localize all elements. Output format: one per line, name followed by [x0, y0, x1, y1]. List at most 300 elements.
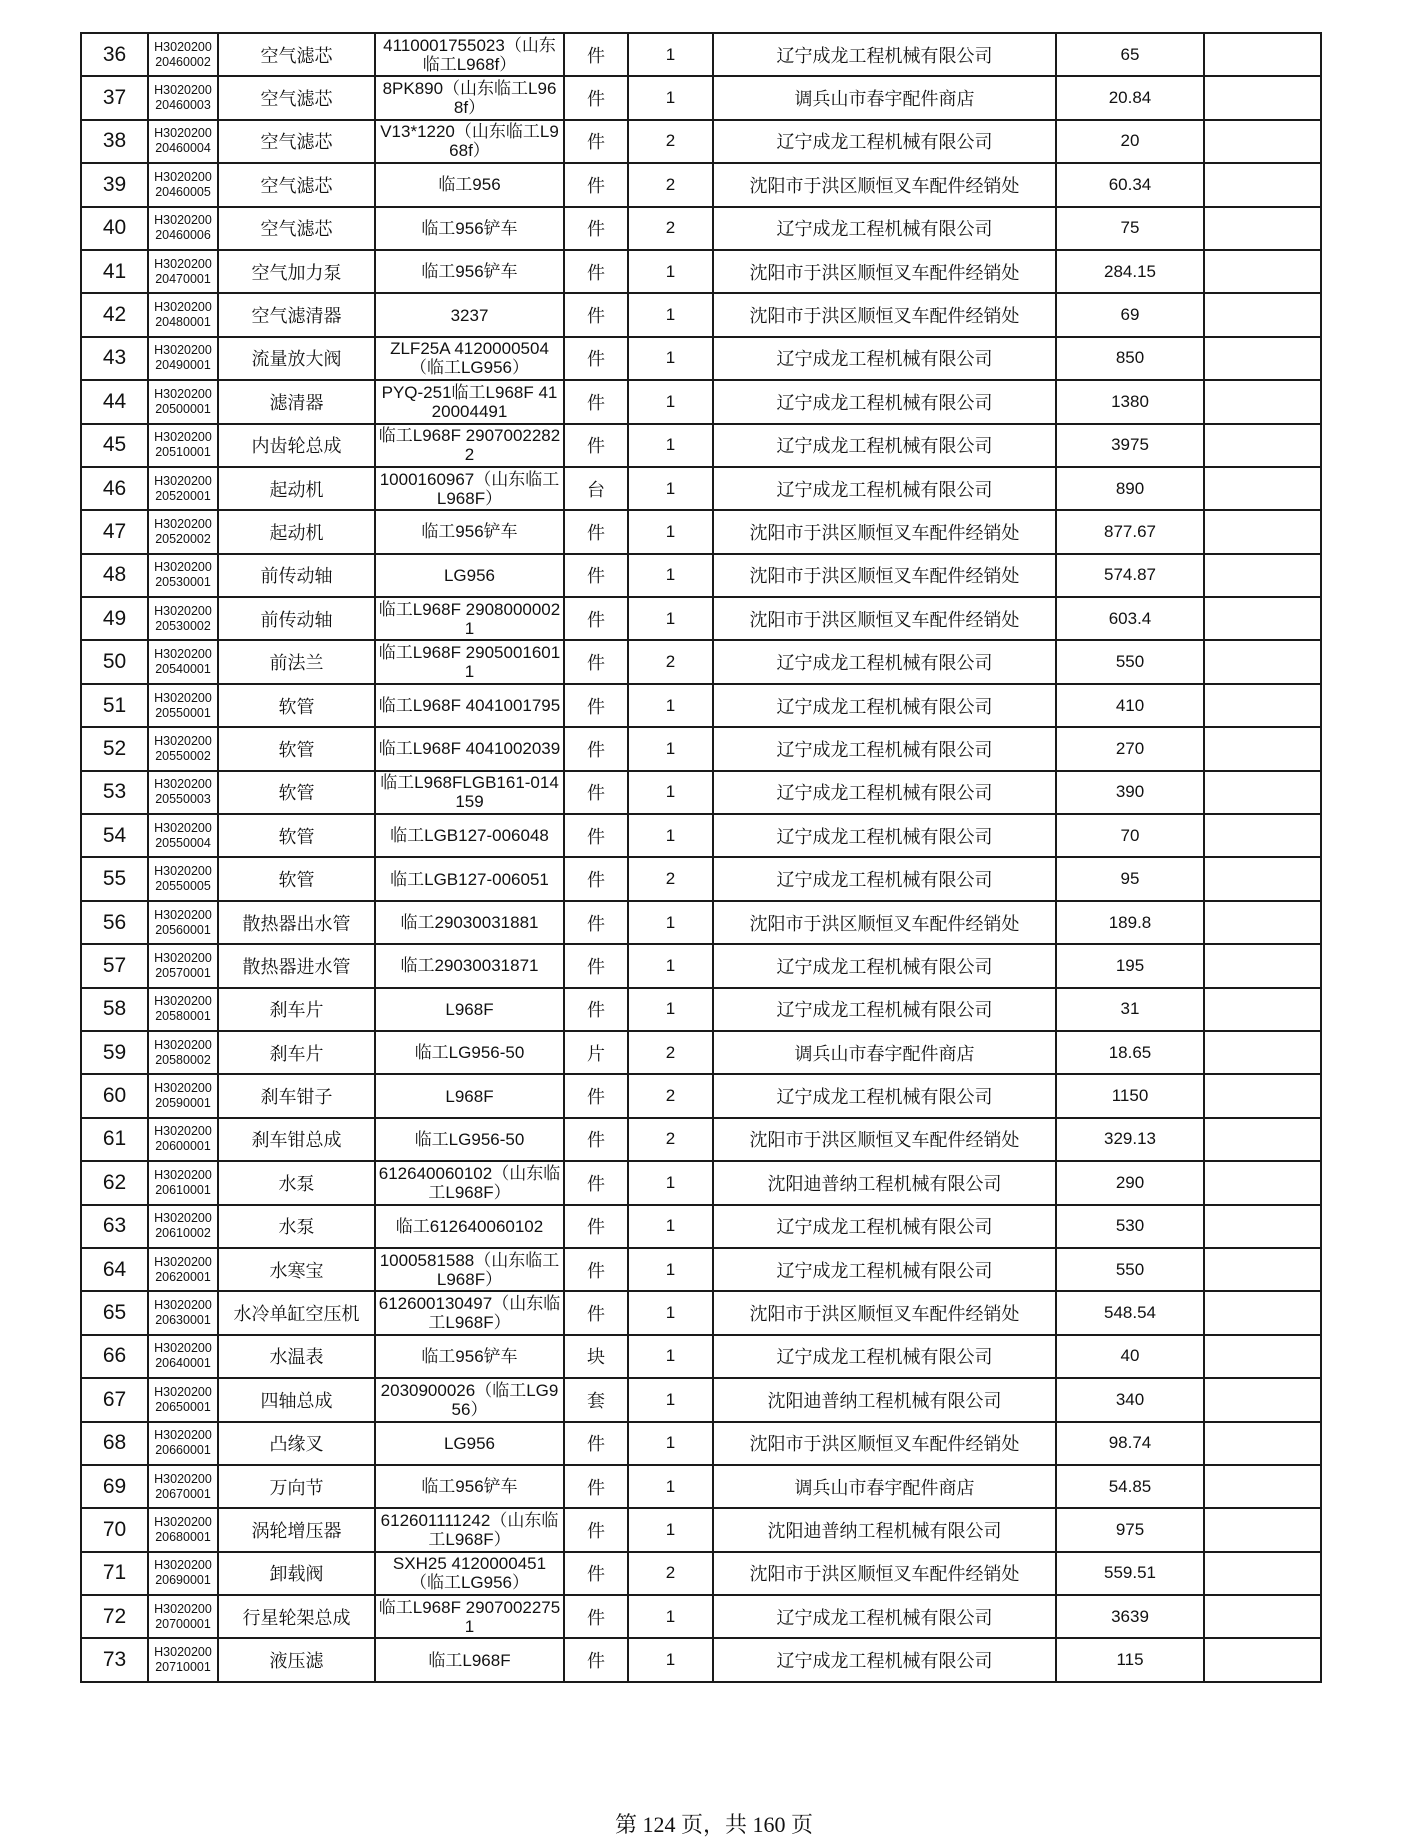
- material-code-cell: H302020020550002: [148, 727, 218, 770]
- part-name-cell: 软管: [218, 684, 375, 727]
- material-code-cell: H302020020530001: [148, 554, 218, 597]
- supplier-cell: 沈阳市于洪区顺恒叉车配件经销处: [713, 1422, 1056, 1465]
- quantity-cell: 1: [628, 684, 713, 727]
- unit-price-cell: 20: [1056, 120, 1204, 163]
- remark-cell: [1204, 76, 1321, 119]
- table-row: [81, 1291, 1321, 1334]
- part-spec-cell: 4110001755023（山东临工L968f）: [375, 33, 564, 76]
- remark-cell: [1204, 727, 1321, 770]
- unit-cell: 件: [564, 1205, 628, 1248]
- remark-cell: [1204, 510, 1321, 553]
- remark-cell: [1204, 1638, 1321, 1681]
- unit-price-cell: 70: [1056, 814, 1204, 857]
- quantity-cell: 1: [628, 510, 713, 553]
- supplier-cell: 辽宁成龙工程机械有限公司: [713, 207, 1056, 250]
- table-row: [81, 727, 1321, 770]
- quantity-cell: 2: [628, 1552, 713, 1595]
- part-name-cell: 水寒宝: [218, 1248, 375, 1291]
- unit-cell: 件: [564, 684, 628, 727]
- material-code-cell: H302020020470001: [148, 250, 218, 293]
- material-code-cell: H302020020550003: [148, 771, 218, 814]
- supplier-cell: 沈阳市于洪区顺恒叉车配件经销处: [713, 293, 1056, 336]
- row-number-cell: 48: [81, 554, 148, 597]
- unit-cell: 件: [564, 944, 628, 987]
- material-code-cell: H302020020560001: [148, 901, 218, 944]
- unit-cell: 件: [564, 1291, 628, 1334]
- supplier-cell: 调兵山市春宇配件商店: [713, 76, 1056, 119]
- table-row: [81, 337, 1321, 380]
- part-spec-cell: LG956: [375, 554, 564, 597]
- table-row: [81, 467, 1321, 510]
- material-code-cell: H302020020680001: [148, 1508, 218, 1551]
- remark-cell: [1204, 901, 1321, 944]
- row-number-cell: 53: [81, 771, 148, 814]
- table-row: [81, 857, 1321, 900]
- row-number-cell: 55: [81, 857, 148, 900]
- part-name-cell: 散热器出水管: [218, 901, 375, 944]
- unit-cell: 件: [564, 1552, 628, 1595]
- remark-cell: [1204, 380, 1321, 423]
- quantity-cell: 1: [628, 250, 713, 293]
- quantity-cell: 1: [628, 814, 713, 857]
- quantity-cell: 1: [628, 337, 713, 380]
- unit-price-cell: 60.34: [1056, 163, 1204, 206]
- row-number-cell: 68: [81, 1422, 148, 1465]
- remark-cell: [1204, 250, 1321, 293]
- supplier-cell: 沈阳市于洪区顺恒叉车配件经销处: [713, 1552, 1056, 1595]
- unit-cell: 件: [564, 1638, 628, 1681]
- table-row: [81, 293, 1321, 336]
- remark-cell: [1204, 424, 1321, 467]
- remark-cell: [1204, 814, 1321, 857]
- part-name-cell: 流量放大阀: [218, 337, 375, 380]
- part-name-cell: 空气滤芯: [218, 76, 375, 119]
- row-number-cell: 45: [81, 424, 148, 467]
- unit-price-cell: 95: [1056, 857, 1204, 900]
- table-row: [81, 33, 1321, 76]
- quantity-cell: 2: [628, 640, 713, 683]
- remark-cell: [1204, 207, 1321, 250]
- quantity-cell: 2: [628, 120, 713, 163]
- part-name-cell: 空气滤芯: [218, 163, 375, 206]
- part-name-cell: 四轴总成: [218, 1378, 375, 1421]
- quantity-cell: 1: [628, 33, 713, 76]
- part-name-cell: 空气滤芯: [218, 120, 375, 163]
- part-spec-cell: 临工L968F 4041002039: [375, 727, 564, 770]
- unit-cell: 件: [564, 33, 628, 76]
- quantity-cell: 2: [628, 857, 713, 900]
- row-number-cell: 58: [81, 988, 148, 1031]
- unit-cell: 件: [564, 857, 628, 900]
- supplier-cell: 辽宁成龙工程机械有限公司: [713, 727, 1056, 770]
- material-code-cell: H302020020610002: [148, 1205, 218, 1248]
- row-number-cell: 72: [81, 1595, 148, 1638]
- material-code-cell: H302020020600001: [148, 1118, 218, 1161]
- supplier-cell: 沈阳市于洪区顺恒叉车配件经销处: [713, 554, 1056, 597]
- remark-cell: [1204, 1335, 1321, 1378]
- quantity-cell: 1: [628, 727, 713, 770]
- unit-cell: 块: [564, 1335, 628, 1378]
- remark-cell: [1204, 1291, 1321, 1334]
- material-code-cell: H302020020460004: [148, 120, 218, 163]
- part-spec-cell: 临工L968F 29070022822: [375, 424, 564, 467]
- row-number-cell: 59: [81, 1031, 148, 1074]
- remark-cell: [1204, 1465, 1321, 1508]
- unit-cell: 件: [564, 207, 628, 250]
- row-number-cell: 49: [81, 597, 148, 640]
- unit-cell: 件: [564, 1595, 628, 1638]
- table-row: [81, 1161, 1321, 1204]
- unit-price-cell: 31: [1056, 988, 1204, 1031]
- supplier-cell: 辽宁成龙工程机械有限公司: [713, 1205, 1056, 1248]
- unit-price-cell: 877.67: [1056, 510, 1204, 553]
- table-row: [81, 250, 1321, 293]
- part-name-cell: 空气滤清器: [218, 293, 375, 336]
- row-number-cell: 62: [81, 1161, 148, 1204]
- material-code-cell: H302020020540001: [148, 640, 218, 683]
- quantity-cell: 1: [628, 1378, 713, 1421]
- unit-price-cell: 54.85: [1056, 1465, 1204, 1508]
- part-name-cell: 刹车钳总成: [218, 1118, 375, 1161]
- table-row: [81, 163, 1321, 206]
- unit-price-cell: 115: [1056, 1638, 1204, 1681]
- part-name-cell: 液压滤: [218, 1638, 375, 1681]
- unit-price-cell: 340: [1056, 1378, 1204, 1421]
- table-row: [81, 554, 1321, 597]
- supplier-cell: 辽宁成龙工程机械有限公司: [713, 1638, 1056, 1681]
- supplier-cell: 沈阳迪普纳工程机械有限公司: [713, 1161, 1056, 1204]
- row-number-cell: 65: [81, 1291, 148, 1334]
- part-spec-cell: 2030900026（临工LG956）: [375, 1378, 564, 1421]
- row-number-cell: 73: [81, 1638, 148, 1681]
- unit-cell: 件: [564, 424, 628, 467]
- unit-cell: 件: [564, 1161, 628, 1204]
- quantity-cell: 1: [628, 1291, 713, 1334]
- unit-price-cell: 1150: [1056, 1074, 1204, 1117]
- material-code-cell: H302020020460002: [148, 33, 218, 76]
- remark-cell: [1204, 1118, 1321, 1161]
- table-row: [81, 771, 1321, 814]
- quantity-cell: 1: [628, 554, 713, 597]
- quantity-cell: 1: [628, 771, 713, 814]
- unit-price-cell: 550: [1056, 1248, 1204, 1291]
- part-spec-cell: V13*1220（山东临工L968f）: [375, 120, 564, 163]
- unit-price-cell: 284.15: [1056, 250, 1204, 293]
- quantity-cell: 1: [628, 944, 713, 987]
- remark-cell: [1204, 944, 1321, 987]
- part-name-cell: 刹车钳子: [218, 1074, 375, 1117]
- part-spec-cell: 临工LG956-50: [375, 1031, 564, 1074]
- table-row: [81, 510, 1321, 553]
- row-number-cell: 56: [81, 901, 148, 944]
- unit-cell: 套: [564, 1378, 628, 1421]
- supplier-cell: 辽宁成龙工程机械有限公司: [713, 1595, 1056, 1638]
- material-code-cell: H302020020500001: [148, 380, 218, 423]
- row-number-cell: 37: [81, 76, 148, 119]
- part-name-cell: 水泵: [218, 1205, 375, 1248]
- unit-price-cell: 75: [1056, 207, 1204, 250]
- unit-cell: 件: [564, 380, 628, 423]
- quantity-cell: 1: [628, 76, 713, 119]
- supplier-cell: 辽宁成龙工程机械有限公司: [713, 640, 1056, 683]
- unit-cell: 件: [564, 640, 628, 683]
- remark-cell: [1204, 1378, 1321, 1421]
- remark-cell: [1204, 771, 1321, 814]
- material-code-cell: H302020020700001: [148, 1595, 218, 1638]
- table-row: [81, 1378, 1321, 1421]
- table-row: [81, 1118, 1321, 1161]
- supplier-cell: 沈阳市于洪区顺恒叉车配件经销处: [713, 1291, 1056, 1334]
- unit-price-cell: 189.8: [1056, 901, 1204, 944]
- unit-cell: 件: [564, 250, 628, 293]
- row-number-cell: 44: [81, 380, 148, 423]
- supplier-cell: 辽宁成龙工程机械有限公司: [713, 1335, 1056, 1378]
- unit-cell: 件: [564, 727, 628, 770]
- table-row: [81, 424, 1321, 467]
- part-spec-cell: 临工956铲车: [375, 250, 564, 293]
- table-row: [81, 901, 1321, 944]
- remark-cell: [1204, 1552, 1321, 1595]
- quantity-cell: 2: [628, 207, 713, 250]
- part-spec-cell: 临工29030031881: [375, 901, 564, 944]
- unit-cell: 件: [564, 120, 628, 163]
- remark-cell: [1204, 1508, 1321, 1551]
- remark-cell: [1204, 1161, 1321, 1204]
- remark-cell: [1204, 337, 1321, 380]
- quantity-cell: 1: [628, 1465, 713, 1508]
- table-row: [81, 1422, 1321, 1465]
- row-number-cell: 66: [81, 1335, 148, 1378]
- row-number-cell: 36: [81, 33, 148, 76]
- unit-price-cell: 290: [1056, 1161, 1204, 1204]
- row-number-cell: 70: [81, 1508, 148, 1551]
- remark-cell: [1204, 597, 1321, 640]
- remark-cell: [1204, 554, 1321, 597]
- unit-price-cell: 550: [1056, 640, 1204, 683]
- material-code-cell: H302020020710001: [148, 1638, 218, 1681]
- unit-cell: 件: [564, 337, 628, 380]
- row-number-cell: 63: [81, 1205, 148, 1248]
- supplier-cell: 沈阳市于洪区顺恒叉车配件经销处: [713, 901, 1056, 944]
- row-number-cell: 64: [81, 1248, 148, 1291]
- material-code-cell: H302020020610001: [148, 1161, 218, 1204]
- supplier-cell: 辽宁成龙工程机械有限公司: [713, 337, 1056, 380]
- part-name-cell: 软管: [218, 857, 375, 900]
- material-code-cell: H302020020580001: [148, 988, 218, 1031]
- part-name-cell: 行星轮架总成: [218, 1595, 375, 1638]
- material-code-cell: H302020020460006: [148, 207, 218, 250]
- unit-cell: 件: [564, 771, 628, 814]
- unit-price-cell: 270: [1056, 727, 1204, 770]
- remark-cell: [1204, 33, 1321, 76]
- part-spec-cell: L968F: [375, 988, 564, 1031]
- material-code-cell: H302020020570001: [148, 944, 218, 987]
- part-spec-cell: 612601111242（山东临工L968F）: [375, 1508, 564, 1551]
- table-row: [81, 597, 1321, 640]
- part-spec-cell: SXH25 4120000451（临工LG956）: [375, 1552, 564, 1595]
- remark-cell: [1204, 1074, 1321, 1117]
- quantity-cell: 2: [628, 1118, 713, 1161]
- unit-cell: 件: [564, 1508, 628, 1551]
- supplier-cell: 沈阳市于洪区顺恒叉车配件经销处: [713, 510, 1056, 553]
- part-spec-cell: 临工612640060102: [375, 1205, 564, 1248]
- table-row: [81, 380, 1321, 423]
- row-number-cell: 46: [81, 467, 148, 510]
- part-spec-cell: PYQ-251临工L968F 4120004491: [375, 380, 564, 423]
- part-spec-cell: 临工L968FLGB161-014159: [375, 771, 564, 814]
- quantity-cell: 1: [628, 1508, 713, 1551]
- row-number-cell: 52: [81, 727, 148, 770]
- remark-cell: [1204, 857, 1321, 900]
- material-code-cell: H302020020460003: [148, 76, 218, 119]
- remark-cell: [1204, 684, 1321, 727]
- remark-cell: [1204, 1031, 1321, 1074]
- unit-price-cell: 20.84: [1056, 76, 1204, 119]
- unit-cell: 件: [564, 988, 628, 1031]
- quantity-cell: 1: [628, 597, 713, 640]
- unit-price-cell: 3639: [1056, 1595, 1204, 1638]
- part-spec-cell: 临工956: [375, 163, 564, 206]
- row-number-cell: 43: [81, 337, 148, 380]
- unit-price-cell: 890: [1056, 467, 1204, 510]
- supplier-cell: 辽宁成龙工程机械有限公司: [713, 684, 1056, 727]
- part-name-cell: 涡轮增压器: [218, 1508, 375, 1551]
- material-code-cell: H302020020550004: [148, 814, 218, 857]
- part-name-cell: 卸载阀: [218, 1552, 375, 1595]
- supplier-cell: 沈阳迪普纳工程机械有限公司: [713, 1508, 1056, 1551]
- material-code-cell: H302020020520002: [148, 510, 218, 553]
- table-row: [81, 1074, 1321, 1117]
- part-spec-cell: ZLF25A 4120000504（临工LG956）: [375, 337, 564, 380]
- row-number-cell: 51: [81, 684, 148, 727]
- row-number-cell: 38: [81, 120, 148, 163]
- part-name-cell: 空气加力泵: [218, 250, 375, 293]
- part-spec-cell: 临工L968F: [375, 1638, 564, 1681]
- material-code-cell: H302020020550001: [148, 684, 218, 727]
- supplier-cell: 辽宁成龙工程机械有限公司: [713, 380, 1056, 423]
- part-name-cell: 滤清器: [218, 380, 375, 423]
- remark-cell: [1204, 120, 1321, 163]
- part-spec-cell: 8PK890（山东临工L968f）: [375, 76, 564, 119]
- unit-price-cell: 559.51: [1056, 1552, 1204, 1595]
- part-spec-cell: 临工956铲车: [375, 510, 564, 553]
- unit-cell: 件: [564, 1422, 628, 1465]
- row-number-cell: 71: [81, 1552, 148, 1595]
- table-row: [81, 1595, 1321, 1638]
- supplier-cell: 辽宁成龙工程机械有限公司: [713, 771, 1056, 814]
- quantity-cell: 1: [628, 1422, 713, 1465]
- part-name-cell: 软管: [218, 771, 375, 814]
- part-spec-cell: 3237: [375, 293, 564, 336]
- material-code-cell: H302020020690001: [148, 1552, 218, 1595]
- supplier-cell: 调兵山市春宇配件商店: [713, 1465, 1056, 1508]
- part-spec-cell: 临工LG956-50: [375, 1118, 564, 1161]
- table-row: [81, 814, 1321, 857]
- part-spec-cell: 临工956铲车: [375, 207, 564, 250]
- remark-cell: [1204, 1248, 1321, 1291]
- part-name-cell: 前法兰: [218, 640, 375, 683]
- row-number-cell: 50: [81, 640, 148, 683]
- part-spec-cell: 临工29030031871: [375, 944, 564, 987]
- remark-cell: [1204, 1205, 1321, 1248]
- part-spec-cell: LG956: [375, 1422, 564, 1465]
- part-spec-cell: 临工L968F 29080000021: [375, 597, 564, 640]
- unit-price-cell: 329.13: [1056, 1118, 1204, 1161]
- supplier-cell: 辽宁成龙工程机械有限公司: [713, 857, 1056, 900]
- unit-price-cell: 98.74: [1056, 1422, 1204, 1465]
- remark-cell: [1204, 640, 1321, 683]
- quantity-cell: 1: [628, 1248, 713, 1291]
- table-row: [81, 640, 1321, 683]
- row-number-cell: 41: [81, 250, 148, 293]
- remark-cell: [1204, 988, 1321, 1031]
- row-number-cell: 40: [81, 207, 148, 250]
- part-name-cell: 起动机: [218, 467, 375, 510]
- unit-price-cell: 603.4: [1056, 597, 1204, 640]
- row-number-cell: 54: [81, 814, 148, 857]
- quantity-cell: 2: [628, 1074, 713, 1117]
- unit-price-cell: 574.87: [1056, 554, 1204, 597]
- material-code-cell: H302020020510001: [148, 424, 218, 467]
- unit-price-cell: 390: [1056, 771, 1204, 814]
- unit-price-cell: 40: [1056, 1335, 1204, 1378]
- supplier-cell: 辽宁成龙工程机械有限公司: [713, 988, 1056, 1031]
- part-spec-cell: 临工L968F 29050016011: [375, 640, 564, 683]
- part-name-cell: 刹车片: [218, 1031, 375, 1074]
- supplier-cell: 沈阳市于洪区顺恒叉车配件经销处: [713, 250, 1056, 293]
- row-number-cell: 47: [81, 510, 148, 553]
- table-row: [81, 944, 1321, 987]
- unit-price-cell: 975: [1056, 1508, 1204, 1551]
- table-row: [81, 1552, 1321, 1595]
- part-spec-cell: 临工L968F 4041001795: [375, 684, 564, 727]
- part-name-cell: 万向节: [218, 1465, 375, 1508]
- remark-cell: [1204, 293, 1321, 336]
- material-code-cell: H302020020630001: [148, 1291, 218, 1334]
- quantity-cell: 1: [628, 1161, 713, 1204]
- quantity-cell: 2: [628, 1031, 713, 1074]
- quantity-cell: 1: [628, 1205, 713, 1248]
- material-code-cell: H302020020640001: [148, 1335, 218, 1378]
- table-row: [81, 1335, 1321, 1378]
- unit-price-cell: 195: [1056, 944, 1204, 987]
- part-spec-cell: 临工956铲车: [375, 1465, 564, 1508]
- supplier-cell: 辽宁成龙工程机械有限公司: [713, 1074, 1056, 1117]
- unit-price-cell: 548.54: [1056, 1291, 1204, 1334]
- part-name-cell: 前传动轴: [218, 597, 375, 640]
- table-row: [81, 207, 1321, 250]
- unit-cell: 件: [564, 554, 628, 597]
- part-spec-cell: 1000581588（山东临工L968F）: [375, 1248, 564, 1291]
- unit-cell: 件: [564, 1465, 628, 1508]
- supplier-cell: 沈阳市于洪区顺恒叉车配件经销处: [713, 597, 1056, 640]
- table-row: [81, 1205, 1321, 1248]
- part-spec-cell: 临工956铲车: [375, 1335, 564, 1378]
- table-row: [81, 1031, 1321, 1074]
- quantity-cell: 2: [628, 163, 713, 206]
- unit-cell: 件: [564, 163, 628, 206]
- unit-price-cell: 18.65: [1056, 1031, 1204, 1074]
- row-number-cell: 69: [81, 1465, 148, 1508]
- unit-cell: 件: [564, 1074, 628, 1117]
- row-number-cell: 67: [81, 1378, 148, 1421]
- part-spec-cell: L968F: [375, 1074, 564, 1117]
- quantity-cell: 1: [628, 988, 713, 1031]
- material-code-cell: H302020020490001: [148, 337, 218, 380]
- row-number-cell: 57: [81, 944, 148, 987]
- unit-price-cell: 850: [1056, 337, 1204, 380]
- quantity-cell: 1: [628, 467, 713, 510]
